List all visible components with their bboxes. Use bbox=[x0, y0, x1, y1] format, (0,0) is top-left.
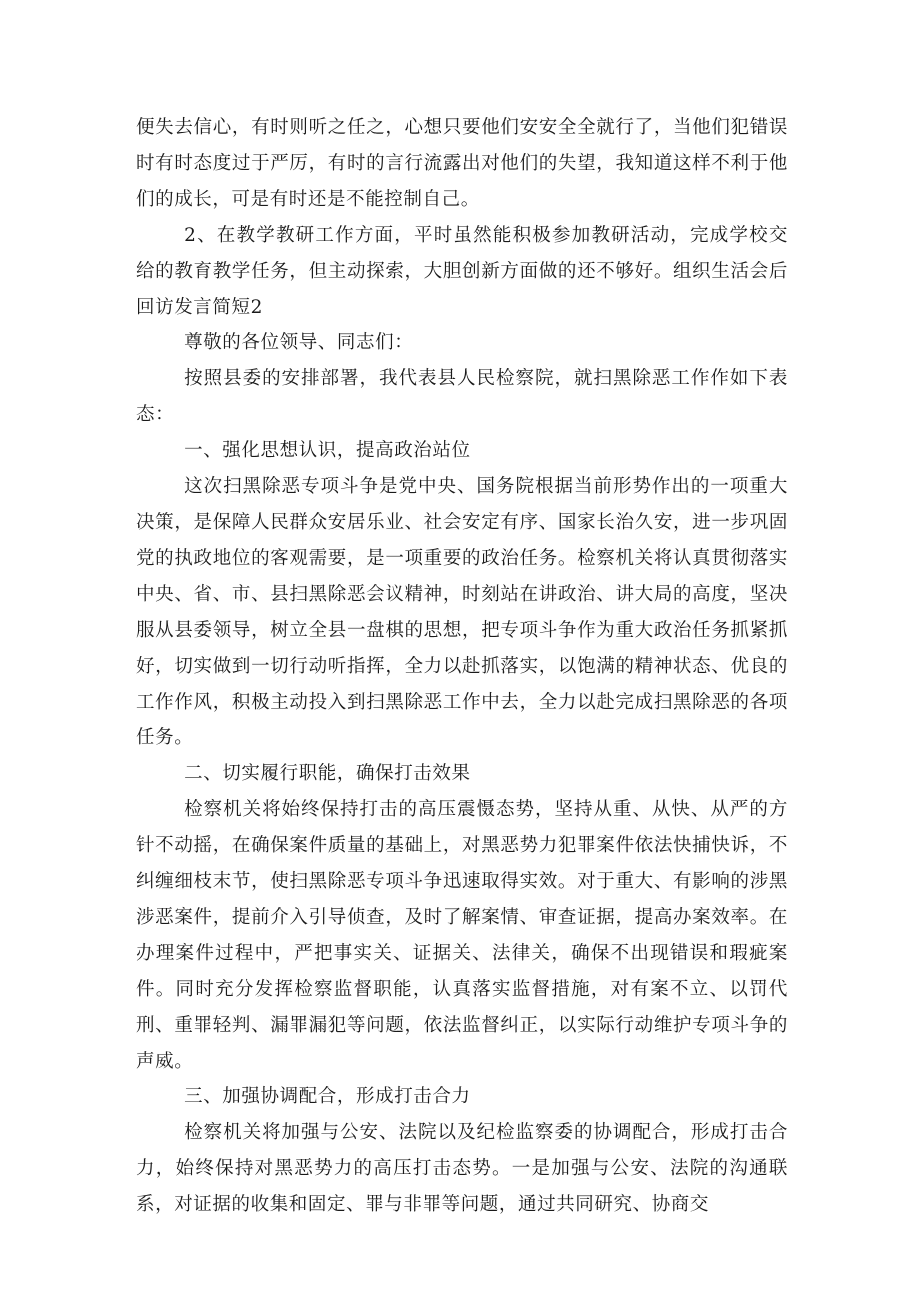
paragraph-introduction: 按照县委的安排部署，我代表县人民检察院，就扫黑除恶工作作如下表态： bbox=[136, 368, 788, 426]
document-body bbox=[136, 110, 788, 1223]
paragraph-section-2: 检察机关将始终保持打击的高压震慑态势，坚持从重、从快、从严的方针不动摇，在确保案件质量的基础上，对黑恶势力犯罪案件依法快捕快诉，不纠缠细枝末节，使扫黑除恶专项斗争迅速取得实效。对于重大、有影响的涉黑涉恶案件，提前介入引导侦查，及时了解案情、审查证据，提高办案效率。在办理案件过程中，严把事实关、证据关、法律关，确保不出现错误和瑕疵案件。同时充分发挥检察监督职能，认真落实监督措施，对有案不立、以罚代刑、重罪轻判、漏罪漏犯等问题，依法监督纠正，以实际行动维护专项斗争的声威。 bbox=[136, 799, 788, 1072]
paragraph-teaching-research: 2、在教学教研工作方面，平时虽然能积极参加教研活动，完成学校交给的教育教学任务，但主动探索，大胆创新方面做的还不够好。组织生活会后回访发言简短2 bbox=[136, 224, 788, 318]
paragraph-continuation: 便失去信心，有时则听之任之，心想只要他们安安全全就行了，当他们犯错误时有时态度过于严厉，有时的言行流露出对他们的失望，我知道这样不利于他们的成长，可是有时还是不能控制自己。 bbox=[136, 117, 788, 210]
paragraph-section-1: 这次扫黑除恶专项斗争是党中央、国务院根据当前形势作出的一项重大决策，是保障人民群众安居乐业、社会安定有序、国家长治久安，进一步巩固党的执政地位的客观需要，是一项重要的政治任务。检察机关将认真贯彻落实中央、省、市、县扫黑除恶会议精神，时刻站在讲政治、讲大局的高度，坚决服从县委领导，树立全县一盘棋的思想，把专项斗争作为重大政治任务抓紧抓好，切实做到一切行动听指挥，全力以赴抓落实，以饱满的精神状态、优良的工作作风，积极主动投入到扫黑除恶工作中去，全力以赴完成扫黑除恶的各项任务。 bbox=[136, 476, 788, 749]
section-heading-1: 一、强化思想认识，提高政治站位 bbox=[184, 440, 471, 462]
section-heading-3: 三、加强协调配合，形成打击合力 bbox=[184, 1086, 471, 1108]
section-heading-2: 二、切实履行职能，确保打击效果 bbox=[184, 763, 471, 785]
paragraph-salutation: 尊敬的各位领导、同志们： bbox=[184, 332, 414, 354]
paragraph-section-3: 检察机关将加强与公安、法院以及纪检监察委的协调配合，形成打击合力，始终保持对黑恶势力的高压打击态势。一是加强与公安、法院的沟通联系，对证据的收集和固定、罪与非罪等问题，通过共同研究、协商交 bbox=[136, 1122, 788, 1216]
